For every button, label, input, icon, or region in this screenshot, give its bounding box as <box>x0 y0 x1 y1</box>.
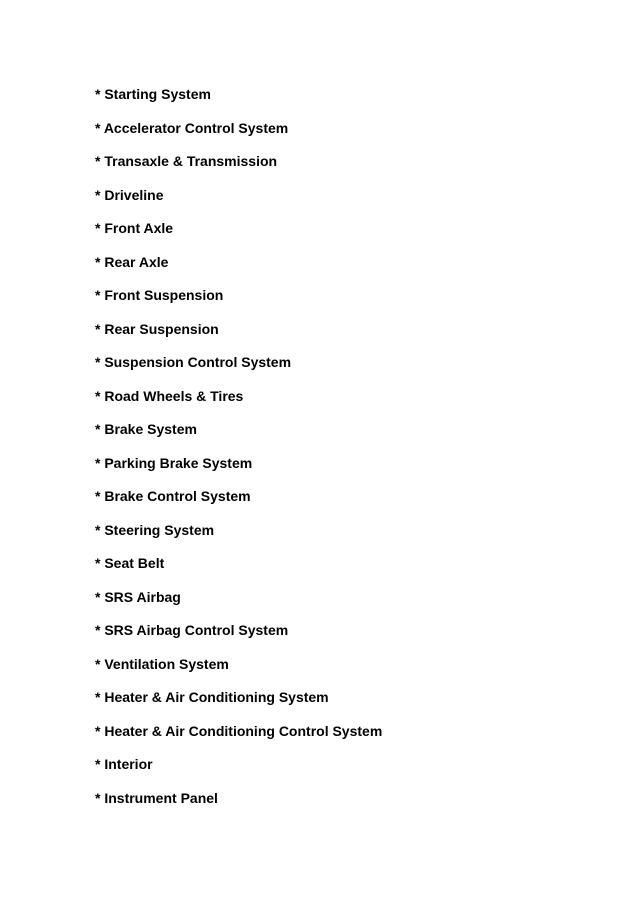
list-item: * Rear Axle <box>95 253 169 270</box>
list-item: * Heater & Air Conditioning Control System <box>95 722 383 739</box>
list-item: * Brake System <box>95 421 197 437</box>
list-item: * Ventilation System <box>95 655 229 672</box>
list-item: * Interior <box>95 756 153 772</box>
list-item: * Seat Belt <box>95 555 165 571</box>
list-item: * Brake Control System <box>95 488 251 504</box>
system-list <box>95 86 382 823</box>
list-item: * Heater & Air Conditioning System <box>95 689 329 705</box>
list-item: * Instrument Panel <box>95 789 218 806</box>
list-item: * SRS Airbag <box>95 588 181 605</box>
list-item: * Front Axle <box>95 220 174 236</box>
list-item: * Starting System <box>95 86 211 102</box>
list-item: * Front Suspension <box>95 287 224 303</box>
list-item: * Road Wheels & Tires <box>95 387 244 404</box>
list-item: * Steering System <box>95 521 215 538</box>
list-item: * Accelerator Control System <box>95 119 289 136</box>
list-item: * SRS Airbag Control System <box>95 622 289 638</box>
list-item: * Transaxle & Transmission <box>95 153 278 169</box>
list-item: * Driveline <box>95 186 164 203</box>
list-item: * Suspension Control System <box>95 354 292 370</box>
list-item: * Parking Brake System <box>95 454 253 471</box>
list-item: * Rear Suspension <box>95 320 219 337</box>
